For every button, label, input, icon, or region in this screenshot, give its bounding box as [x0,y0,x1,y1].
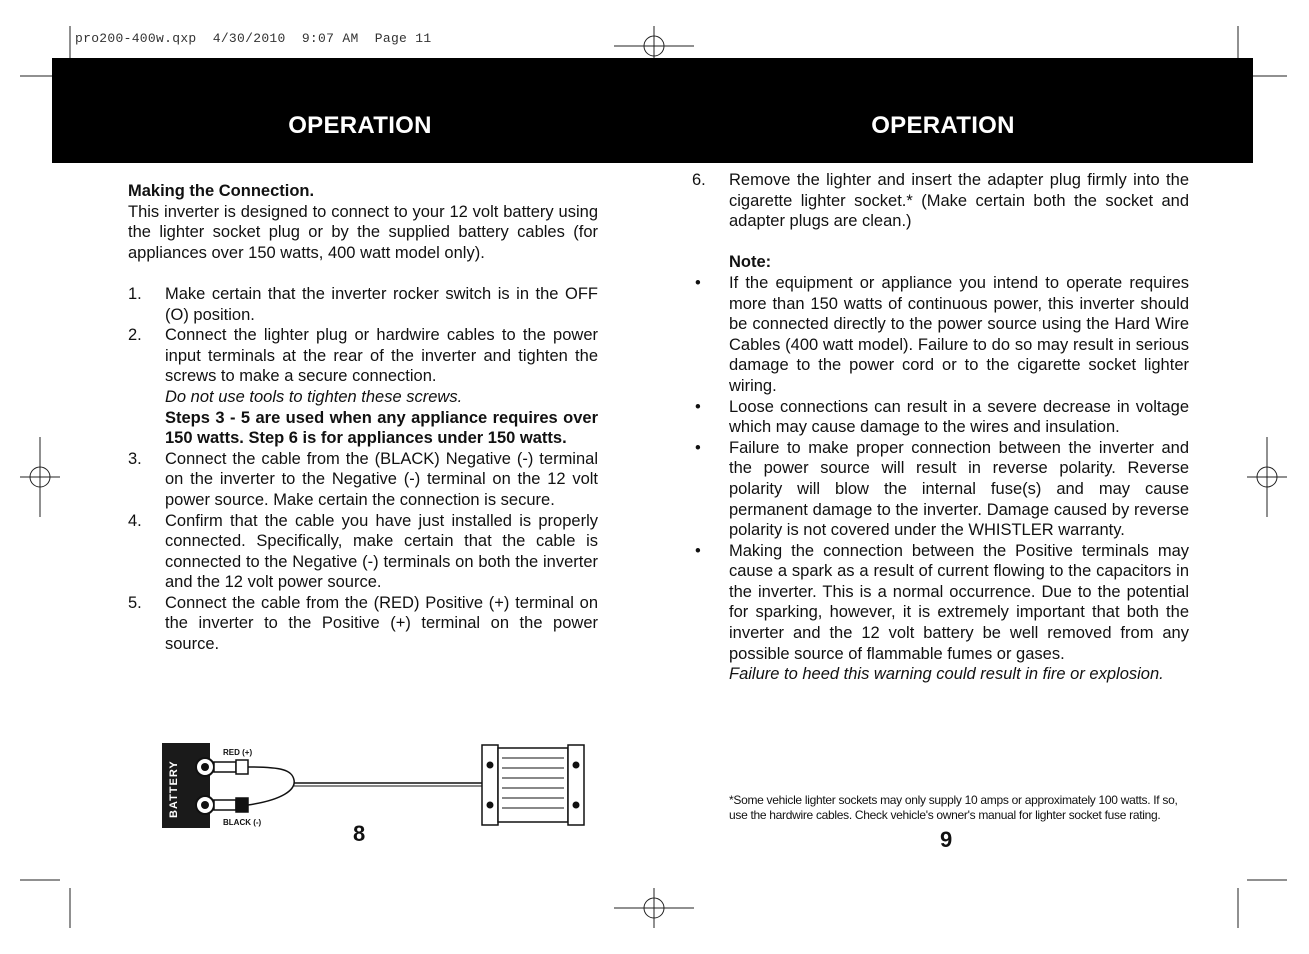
step-item [128,511,598,593]
right-page-column [692,170,1189,685]
bullet-text: Loose connections can result in a severe decrease in voltage which may cause damage to the wires and insulation. [729,397,1189,437]
bullet-text: If the equipment or appliance you intend to operate requires more than 150 watts of continuous power, this inverter should be connected directly to the power source using the Hard Wire Cables (400 watt model). Failure to do so may result in serious damage to the power cord or to the cigarette socket lighter wiring. [729,273,1189,395]
inverter-unit [482,745,584,825]
right-page-number: 9 [940,827,953,852]
print-slug: pro200-400w.qxp 4/30/2010 9:07 AM Page 11 [75,31,432,46]
step-item [128,449,598,511]
step-item [692,170,1189,232]
intro-paragraph: This inverter is designed to connect to your 12 volt battery using the lighter socket plug or by the supplied battery cables (for appliances over 150 watts, 400 watt model only). [128,202,598,262]
step-item [128,325,598,449]
bullet-symbol: • [695,438,701,457]
step-number: 3. [128,449,142,468]
warning-italic: Failure to heed this warning could result in fire or explosion. [729,665,1164,684]
registration-mark-bottom [614,888,694,928]
bullet-item [692,397,1189,438]
step-number: 5. [128,593,142,612]
registration-mark-right [1247,437,1287,517]
step-number: 4. [128,511,142,530]
step-text: Connect the cable from the (RED) Positive (+) terminal on the inverter to the Positive (+) terminal on the power source. [165,593,598,654]
bullet-text: Failure to make proper connection between the inverter and the power source will result in reverse polarity. Reverse polarity will blow the internal fuse(s) and may cause permanent damage to the inverter. Damage caused by reverse polarity is not covered under the WHISTLER warranty. [729,438,1189,540]
left-page-title: OPERATION [288,112,432,139]
step-bold-note: Steps 3 - 5 are used when any appliance requires over 150 watts. Step 6 is for appliances under 150 watts. [165,408,598,448]
step-item [128,593,598,655]
black-negative-label: BLACK (-) [223,818,262,827]
step-text: Connect the cable from the (BLACK) Negative (-) terminal on the inverter to the Negative (-) terminal on the 12 volt power source. Make certain the connection is secure. [165,449,598,509]
step-number: 2. [128,326,142,345]
bullet-symbol: • [695,541,701,560]
section-heading: Making the Connection. [128,182,315,200]
bullet-item [692,438,1189,541]
bullet-item [692,273,1189,397]
right-page-title: OPERATION [871,112,1015,139]
bullet-symbol: • [695,397,701,416]
battery-wiring-diagram [162,740,592,832]
step-text: Make certain that the inverter rocker switch is in the OFF (O) position. [165,284,598,324]
bullet-text: Making the connection between the Positive terminals may cause a spark as a result of current flowing to the capacitors in the inverter. This is a normal occurrence. Due to the potential for sparking, however, it is extremely important that both the inverter and the 12 volt battery be well removed from any possible source of flammable fumes or gases. [729,541,1189,663]
step-number: 1. [128,284,142,303]
step-number: 6. [692,171,706,189]
step-item [128,284,598,325]
step-text: Confirm that the cable you have just installed is properly connected. Specifically, make certain that the cable is connected to the Negative (-) terminals on both the inverter and the 12 volt power source. [165,511,598,592]
note-block [692,252,1189,273]
note-heading: Note: [729,253,772,272]
step-italic-note: Do not use tools to tighten these screws. [165,387,463,406]
registration-mark-left [20,437,60,517]
footnote: *Some vehicle lighter sockets may only supply 10 amps or approximately 100 watts. If so, use the hardwire cables. Check vehicle's owner's manual for lighter socket fuse rating. [729,793,1178,822]
bullet-item [692,541,1189,685]
bullet-symbol: • [695,273,701,292]
left-page-number: 8 [353,821,366,846]
step-text: Connect the lighter plug or hardwire cables to the power input terminals at the rear of the inverter and tighten the screws to make a secure connection. [165,326,598,386]
left-page-column [128,181,598,655]
step-text: Remove the lighter and insert the adapter plug firmly into the cigarette lighter socket.* (Make certain both the socket and adapter plugs are clean.) [729,171,1189,231]
battery-label: BATTERY [168,760,180,818]
red-positive-label: RED (+) [223,748,253,757]
header-banner [52,58,1253,163]
